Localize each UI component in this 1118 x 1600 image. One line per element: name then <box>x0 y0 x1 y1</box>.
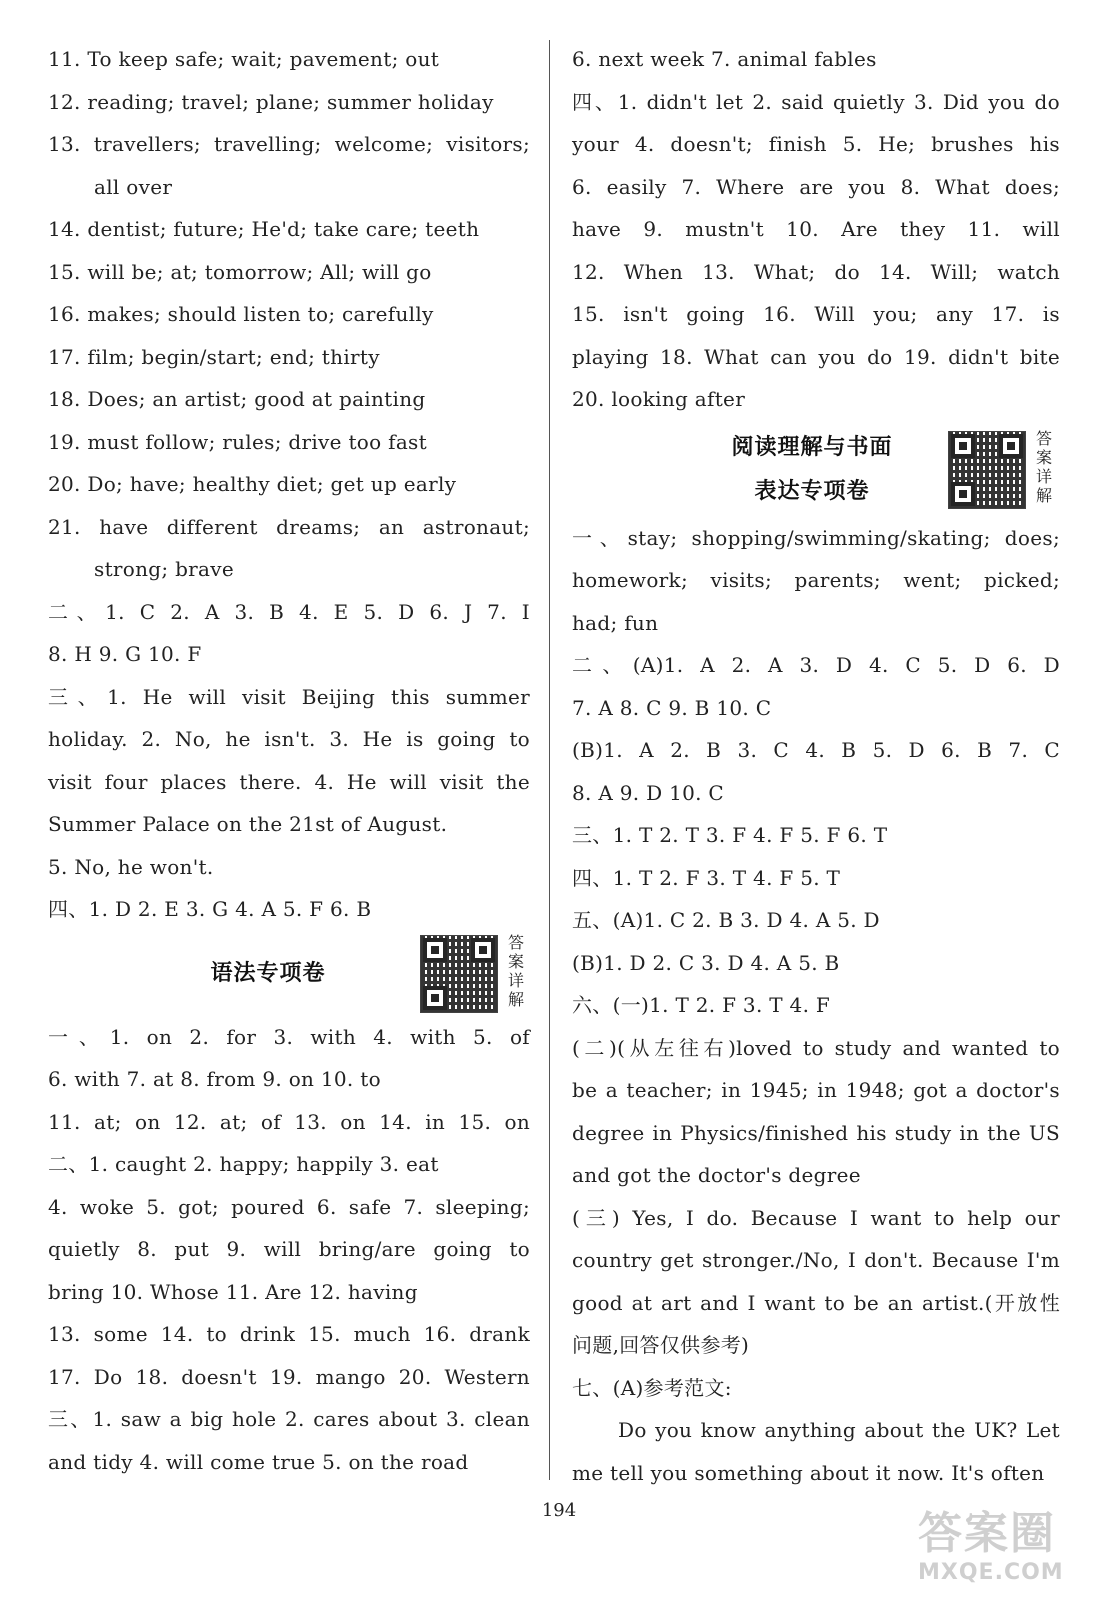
answer-line: 问题,回答仅供参考) <box>572 1333 750 1357</box>
answer-line: 21. have different dreams; an astronaut; <box>48 514 530 539</box>
answer-line: 二、1. caught 2. happy; happily 3. eat <box>48 1152 439 1176</box>
answer-line: strong; brave <box>94 557 235 581</box>
answer-line: 四、1. T 2. F 3. T 4. F 5. T <box>572 865 841 890</box>
answer-line: 17. film; begin/start; end; thirty <box>48 344 380 369</box>
answer-line: 6. easily 7. Where are you 8. What does; <box>572 174 1060 199</box>
answer-line: playing 18. What can you do 19. didn't bite <box>572 344 1060 369</box>
page-number: 194 <box>541 1500 577 1521</box>
answer-line: degree in Physics/finished his study in the US <box>572 1120 1060 1145</box>
answer-line: 11. at; on 12. at; of 13. on 14. in 15. on <box>48 1109 530 1134</box>
answer-line: 12. When 13. What; do 14. Will; watch <box>572 259 1060 284</box>
answer-line: good at art and I want to be an artist.(开放性 <box>572 1290 1060 1315</box>
answer-line: 三、1. saw a big hole 2. cares about 3. clean <box>48 1407 530 1431</box>
answer-line: 6. next week 7. animal fables <box>572 47 877 71</box>
answer-line: 17. Do 18. doesn't 19. mango 20. Western <box>48 1364 530 1389</box>
qr-code-icon[interactable] <box>420 935 498 1013</box>
left-answers-bottom <box>48 1016 530 1484</box>
answer-line: 20. looking after <box>572 387 746 411</box>
answer-line: 五、(A)1. C 2. B 3. D 4. A 5. D <box>572 908 880 932</box>
answer-line: 4. woke 5. got; poured 6. safe 7. sleeping; <box>48 1194 530 1219</box>
answer-line: 18. Does; an artist; good at painting <box>48 387 426 411</box>
essay-line: Do you know anything about the UK? Let <box>618 1418 1060 1442</box>
grammar-section-title: 语法专项卷 <box>210 960 326 986</box>
answer-line: and tidy 4. will come true 5. on the road <box>48 1449 469 1474</box>
answer-line: and got the doctor's degree <box>572 1163 861 1187</box>
watermark-text: 答案圈 <box>918 1508 1056 1559</box>
answer-line: (B)1. D 2. C 3. D 4. A 5. B <box>572 950 840 975</box>
answer-line: 二、(A)1. A 2. A 3. D 4. C 5. D 6. D <box>572 653 1060 677</box>
left-answers-top <box>48 38 530 931</box>
answer-line: 11. To keep safe; wait; pavement; out <box>48 47 440 71</box>
left-column <box>48 38 530 1483</box>
answer-line: (二)(从左往右)loved to study and wanted to <box>572 1035 1060 1060</box>
answer-line: 20. Do; have; healthy diet; get up early <box>48 472 457 496</box>
answer-line: 四、1. didn't let 2. said quietly 3. Did you do <box>572 89 1060 114</box>
answer-line: homework; visits; parents; went; picked; <box>572 568 1060 592</box>
answer-line: 一、1. on 2. for 3. with 4. with 5. of <box>48 1024 530 1049</box>
answer-line: be a teacher; in 1945; in 1948; got a doctor's <box>572 1078 1060 1102</box>
answer-line: 七、(A)参考范文: <box>572 1375 732 1400</box>
answer-line: 三、1. He will visit Beijing this summer <box>48 684 530 709</box>
right-column <box>572 38 1060 1494</box>
answer-line: 7. A 8. C 9. B 10. C <box>572 695 772 720</box>
answer-line: had; fun <box>572 610 659 635</box>
reading-section-header <box>572 421 1060 517</box>
answer-line: 15. will be; at; tomorrow; All; will go <box>48 259 432 284</box>
qr-caption: 答案详解 <box>507 932 524 1009</box>
reading-section-title-line1: 阅读理解与书面 <box>731 434 893 460</box>
answer-line: 15. isn't going 16. Will you; any 17. is <box>572 302 1060 326</box>
answer-line: 16. makes; should listen to; carefully <box>48 302 434 326</box>
answer-line: bring 10. Whose 11. Are 12. having <box>48 1279 418 1304</box>
answer-line: all over <box>94 174 173 199</box>
watermark-logo <box>918 1508 1068 1592</box>
answer-line: visit four places there. 4. He will visit the <box>48 769 530 794</box>
answer-line: 8. H 9. G 10. F <box>48 642 202 666</box>
answer-line: (三) Yes, I do. Because I want to help our <box>572 1205 1060 1230</box>
watermark-url: MXQE.COM <box>918 1560 1064 1585</box>
answer-line: 19. must follow; rules; drive too fast <box>48 429 427 454</box>
answer-line: 四、1. D 2. E 3. G 4. A 5. F 6. B <box>48 897 372 921</box>
answer-line: 三、1. T 2. T 3. F 4. F 5. F 6. T <box>572 823 888 847</box>
answer-line: quietly 8. put 9. will bring/are going to <box>48 1237 530 1261</box>
answer-line: 14. dentist; future; He'd; take care; teeth <box>48 217 480 241</box>
answer-line: country get stronger./No, I don't. Because I'm <box>572 1248 1060 1272</box>
grammar-section-header <box>48 931 530 1016</box>
right-answers-bottom <box>572 517 1060 1495</box>
essay-line: me tell you something about it now. It's often <box>572 1460 1045 1485</box>
answer-line: your 4. doesn't; finish 5. He; brushes his <box>572 132 1060 156</box>
answer-line: 5. No, he won't. <box>48 854 214 879</box>
answer-line: 8. A 9. D 10. C <box>572 780 725 805</box>
right-answers-top <box>572 38 1060 421</box>
qr-code-icon[interactable] <box>948 431 1026 509</box>
answer-line: 13. some 14. to drink 15. much 16. drank <box>48 1322 530 1346</box>
answer-line: 一、stay; shopping/swimming/skating; does; <box>572 525 1060 550</box>
answer-line: 13. travellers; travelling; welcome; visitors; <box>48 132 530 156</box>
answer-line: (B)1. A 2. B 3. C 4. B 5. D 6. B 7. C <box>572 738 1060 762</box>
answer-line: 二、1. C 2. A 3. B 4. E 5. D 6. J 7. I <box>48 599 530 624</box>
answer-line: holiday. 2. No, he isn't. 3. He is going to <box>48 727 530 751</box>
qr-caption: 答案详解 <box>1035 428 1052 505</box>
answer-line: have 9. mustn't 10. Are they 11. will <box>572 217 1060 241</box>
answer-line: 12. reading; travel; plane; summer holiday <box>48 89 494 114</box>
answer-line: 六、(一)1. T 2. F 3. T 4. F <box>572 993 831 1017</box>
answer-line: Summer Palace on the 21st of August. <box>48 812 448 836</box>
reading-section-title-line2: 表达专项卷 <box>754 478 870 504</box>
column-divider <box>549 40 550 1480</box>
answer-line: 6. with 7. at 8. from 9. on 10. to <box>48 1067 381 1091</box>
